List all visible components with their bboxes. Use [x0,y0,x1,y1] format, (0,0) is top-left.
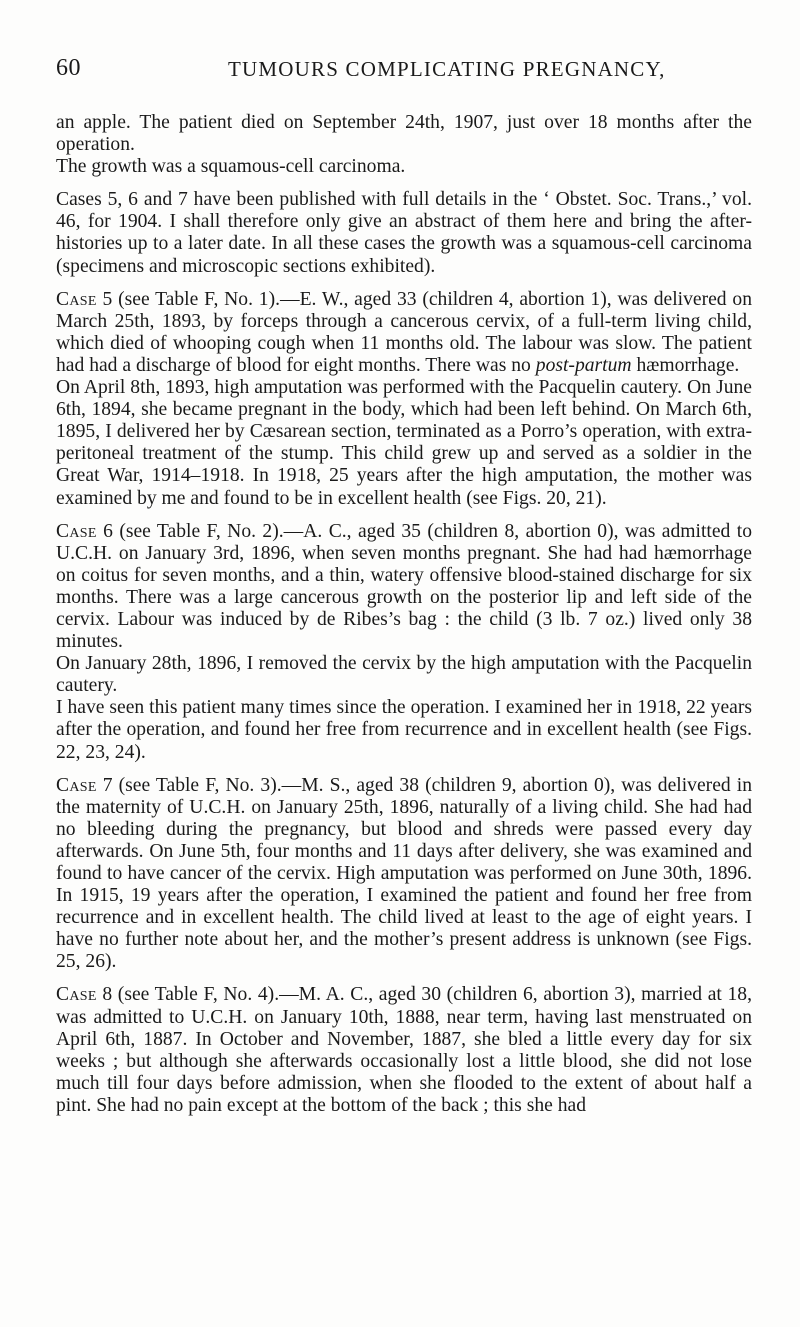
paragraph-case-6 [56,521,752,654]
case-6-text: 6 (see Table F, No. 2).—A. C., aged 35 (children 8, abortion 0), was admitted to U.C.H. on January 3rd, 1896, when seven months pregnant. She had had hæmorrhage on coitus for seven months, and a thin, watery offensive blood-stained discharge for six months. There was a large cancerous growth on the posterior lip and left side of the cervix. Labour was induced by de Ribes’s bag : the child (3 lb. 7 oz.) lived only 38 minutes. [56,520,752,653]
case-label: Case [56,520,97,542]
paragraph-case-5-followup: On April 8th, 1893, high amputation was performed with the Pacquelin cautery. On June 6th, 1894, she became pregnant in the body, which had been left behind. On March 6th, 1895, I delivered her by Cæsarean section, terminated as a Porro’s operation, with extra-peritoneal treatment of the stump. This child grew up and served as a soldier in the Great War, 1914–1918. In 1918, 25 years after the high amputation, the mother was examined by me and found to be in excellent health (see Figs. 20, 21). [56,377,752,509]
case-label: Case [56,774,97,796]
paragraph-case-5 [56,289,752,377]
case-label: Case [56,288,97,310]
case-label: Case [56,984,97,1006]
running-title: TUMOURS COMPLICATING PREGNANCY, [228,57,666,81]
running-head [56,55,756,85]
case-5-text: 5 (see Table F, No. 1).—E. W., aged 33 (children 4, abortion 1), was delivered on March 25th, 1893, by forceps through a cancerous cervix, of a full-term living child, which died of whooping cough when 11 months old. The labour was slow. The patient had had a discharge of blood for eight months. There was no [56,288,752,376]
paragraph-case-6-followup: I have seen this patient many times since the operation. I examined her in 1918, 22 years after the operation, and found her free from recurrence and in excellent health (see Figs. 22, 23, 24). [56,697,752,763]
paragraph-continuation: an apple. The patient died on September 24th, 1907, just over 18 months after the operation. [56,112,752,156]
body-text [56,112,752,1117]
paragraph-cases-intro: Cases 5, 6 and 7 have been published with full details in the ‘ Obstet. Soc. Trans.,’ vol. 46, for 1904. I shall therefore only give an abstract of them here and bring the after-histories up to a later date. In all these cases the growth was a squamous-cell carcinoma (specimens and microscopic sections exhibited). [56,189,752,277]
paragraph-growth-note: The growth was a squamous-cell carcinoma. [56,156,406,178]
page-number: 60 [56,55,81,81]
paragraph-case-6-operation: On January 28th, 1896, I removed the cervix by the high amputation with the Pacquelin cautery. [56,653,752,697]
case-5-italic: post-partum [535,354,632,376]
paragraph-case-8 [56,984,752,1117]
case-5-text-end: hæmorrhage. [631,354,740,376]
paragraph-case-7 [56,775,752,974]
case-7-text: 7 (see Table F, No. 3).—M. S., aged 38 (children 9, abortion 0), was delivered in the maternity of U.C.H. on January 25th, 1896, naturally of a living child. She had had no bleeding during the pregnancy, but blood and shreds were passed every day afterwards. On June 5th, four months and 11 days after delivery, she was examined and found to have cancer of the cervix. High amputation was performed on June 30th, 1896. In 1915, 19 years after the operation, I examined the patient and found her free from recurrence and in excellent health. The child lived at least to the age of eight years. I have no further note about her, and the mother’s present address is unknown (see Figs. 25, 26). [56,774,752,973]
case-8-text: 8 (see Table F, No. 4).—M. A. C., aged 30 (children 6, abortion 3), married at 18, was admitted to U.C.H. on January 10th, 1888, near term, having last menstruated on April 6th, 1887. In October and November, 1887, she bled a little every day for six weeks ; but although she afterwards occasionally lost a little blood, she did not lose much till four days before admission, when she flooded to the extent of about half a pint. She had no pain except at the bottom of the back ; this she had [56,984,752,1116]
